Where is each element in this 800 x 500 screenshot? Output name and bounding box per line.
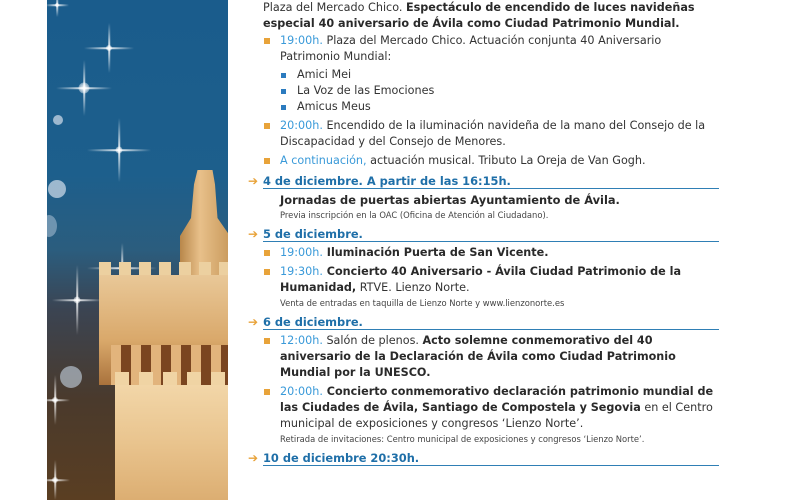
bokeh-light [48, 180, 66, 198]
dec5-event-list [247, 245, 719, 310]
arrow-right-icon: ➔ [248, 315, 259, 329]
arrow-right-icon: ➔ [248, 451, 259, 465]
event-item: 19:00h. Plaza del Mercado Chico. Actuación conjunta 40 Aniversario Patrimonio Mundial: Amici Mei La Voz de las Emociones Amicus Meus [247, 33, 719, 115]
date-header-dec5: ➔ 5 de diciembre. [263, 226, 719, 242]
bokeh-light [53, 115, 63, 125]
performer-item: Amici Mei [280, 67, 719, 83]
event-item: A continuación, actuación musical. Tributo La Oreja de Van Gogh. [247, 153, 719, 169]
castle-wall-lower [115, 385, 228, 500]
arrow-right-icon: ➔ [248, 227, 259, 241]
event-program [247, 0, 719, 469]
performer-item: La Voz de las Emociones [280, 83, 719, 99]
avila-walls-night-image [47, 0, 228, 500]
event-item: 19:30h. Concierto 40 Aniversario - Ávila Ciudad Patrimonio de la Humanidad, RTVE. Lienzo Norte. Venta de entradas en taquilla de Lienzo Norte y www.lienzonorte.es [247, 264, 719, 310]
bokeh-light [47, 215, 57, 237]
intro-paragraph: Plaza del Mercado Chico. Espectáculo de encendido de luces navideñas especial 40 aniversario de Ávila como Ciudad Patrimonio Mundial. [263, 1, 695, 30]
date-header-dec6: ➔ 6 de diciembre. [263, 314, 719, 330]
performer-item: Amicus Meus [280, 99, 719, 115]
bokeh-light [60, 366, 82, 388]
event-item: 12:00h. Salón de plenos. Acto solemne conmemorativo del 40 aniversario de la Declaración de Ávila como Ciudad Patrimonio Mundial por la UNESCO. [247, 333, 719, 381]
arrow-right-icon: ➔ [248, 174, 259, 188]
date-header-dec10: ➔ 10 de diciembre 20:30h. [263, 450, 719, 466]
event-item: 20:00h. Encendido de la iluminación navideña de la mano del Consejo de la Discapacidad y del Consejo de Menores. [247, 118, 719, 150]
event-item: 20:00h. Concierto conmemorativo declaración patrimonio mundial de las Ciudades de Ávila, Santiago de Compostela y Segovia en el Centro municipal de exposiciones y congresos ‘Lienzo Norte’. Retirada de invitaciones: Centro municipal de exposiciones y congresos ‘Lienzo Norte’. [247, 384, 719, 446]
performers-list [280, 67, 719, 115]
dec4-event: Jornadas de puertas abiertas Ayuntamiento de Ávila. Previa inscripción en la OAC (Oficina de Atención al Ciudadano). [280, 193, 620, 220]
event-item: 19:00h. Iluminación Puerta de San Vicente. [247, 245, 719, 261]
dec6-event-list [247, 333, 719, 446]
day3-event-list [247, 33, 719, 169]
date-header-dec4: ➔ 4 de diciembre. A partir de las 16:15h. [263, 173, 719, 189]
